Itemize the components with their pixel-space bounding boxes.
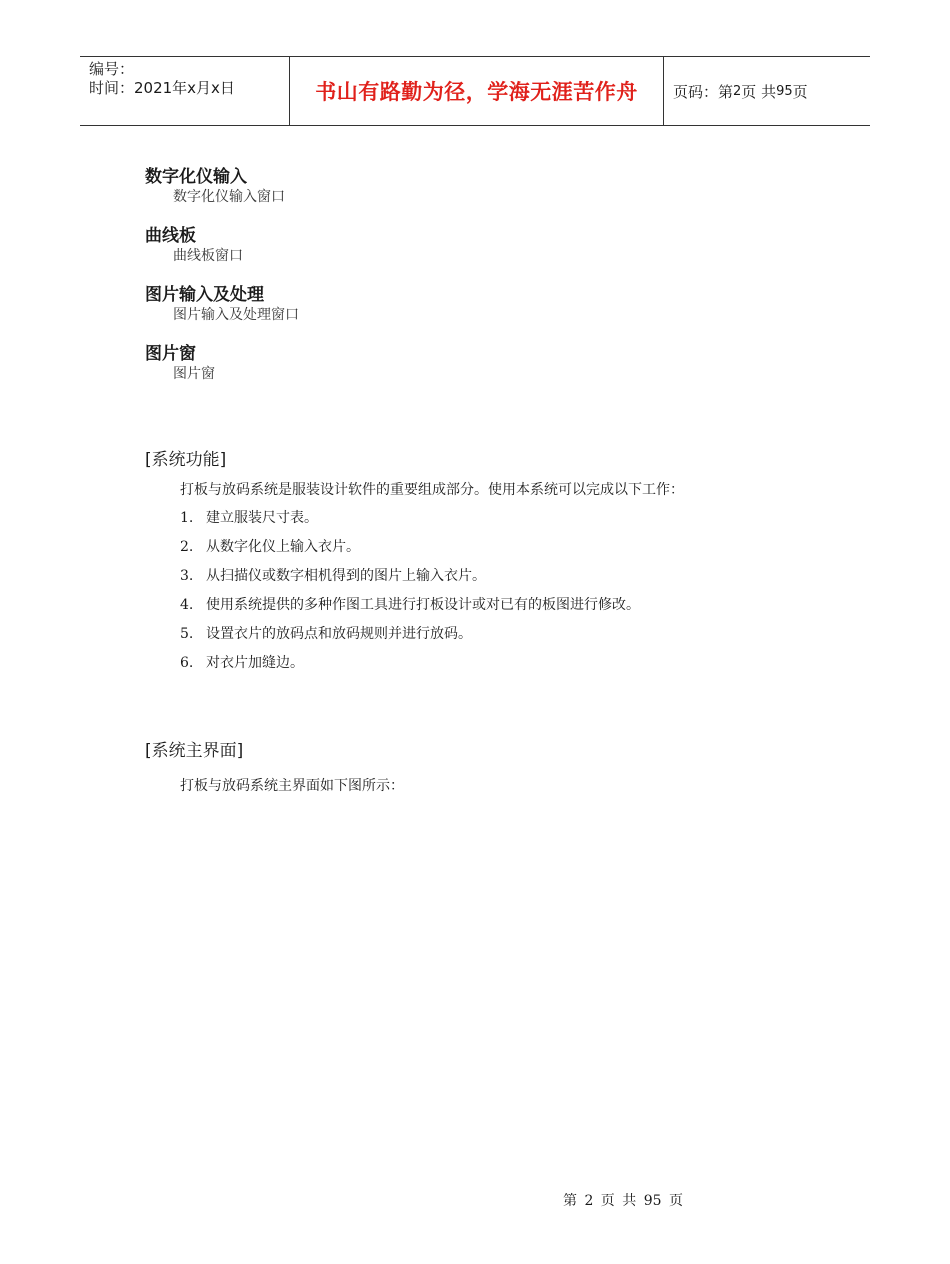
window-sections xyxy=(145,166,299,402)
section-desc: 图片输入及处理窗口 xyxy=(173,307,299,323)
list-item xyxy=(180,654,640,683)
list-item-number: 4. xyxy=(180,597,194,613)
header-meta xyxy=(80,57,290,125)
section-desc: 曲线板窗口 xyxy=(173,248,243,264)
header-page-info xyxy=(664,57,870,125)
list-item xyxy=(180,625,640,654)
page-header xyxy=(80,56,870,126)
document-time-label: 时间：2021年x月x日 xyxy=(89,79,235,97)
list-item-number: 2. xyxy=(180,539,194,555)
section-digitizer xyxy=(145,166,299,207)
page-prefix: 页码：第 xyxy=(673,82,734,101)
functions-intro: 打板与放码系统是服装设计软件的重要组成部分。使用本系统可以完成以下工作： xyxy=(180,482,684,498)
list-item-text: 建立服装尺寸表。 xyxy=(206,510,318,526)
header-motto: 书山有路勤为径，学海无涯苦作舟 xyxy=(290,57,664,125)
list-item xyxy=(180,596,640,625)
functions-heading: [系统功能] xyxy=(145,450,227,470)
list-item-text: 设置衣片的放码点和放码规则并进行放码。 xyxy=(206,626,472,642)
list-item-text: 使用系统提供的多种作图工具进行打板设计或对已有的板图进行修改。 xyxy=(206,597,640,613)
page-mid: 页 共 xyxy=(741,82,777,101)
section-desc: 图片窗 xyxy=(173,366,215,382)
page-number: 2 xyxy=(733,83,742,99)
section-title: 数字化仪输入 xyxy=(145,167,247,187)
list-item xyxy=(180,509,640,538)
list-item-text: 从数字化仪上输入衣片。 xyxy=(206,539,360,555)
section-image-input xyxy=(145,284,299,325)
main-ui-intro: 打板与放码系统主界面如下图所示： xyxy=(180,778,404,794)
list-item-number: 6. xyxy=(180,655,194,671)
page-footer: 第 2 页 共 95 页 xyxy=(563,1193,683,1209)
main-ui-heading: [系统主界面] xyxy=(145,741,244,761)
list-item-number: 3. xyxy=(180,568,194,584)
functions-list xyxy=(180,509,640,683)
list-item xyxy=(180,567,640,596)
section-image-window xyxy=(145,343,299,384)
page-suffix: 页 xyxy=(792,82,808,101)
list-item-text: 对衣片加缝边。 xyxy=(206,655,304,671)
section-title: 图片窗 xyxy=(145,344,196,364)
section-title: 图片输入及处理 xyxy=(145,285,264,305)
section-desc: 数字化仪输入窗口 xyxy=(173,189,285,205)
section-curve-board xyxy=(145,225,299,266)
page-total: 95 xyxy=(776,83,793,99)
document-number-label: 编号： xyxy=(89,60,135,78)
list-item-number: 5. xyxy=(180,626,194,642)
list-item xyxy=(180,538,640,567)
list-item-text: 从扫描仪或数字相机得到的图片上输入衣片。 xyxy=(206,568,486,584)
section-title: 曲线板 xyxy=(145,226,196,246)
list-item-number: 1. xyxy=(180,510,194,526)
